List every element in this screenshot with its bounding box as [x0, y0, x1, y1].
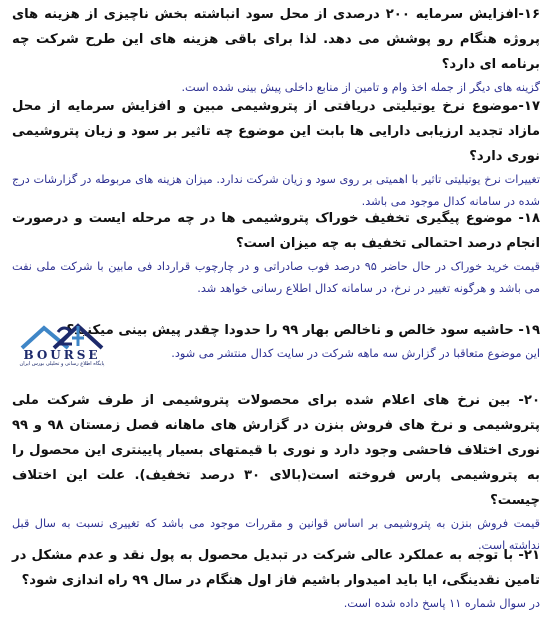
question-text: ۱۹- حاشیه سود خالص و ناخالص بهار ۹۹ را حدودا چقدر پیش بینی میکنید؟ [66, 323, 540, 338]
question-text: ۱۷-موضوع نرخ یوتیلیتی دریافتی از پتروشیمی مبین و افزایش سرمایه از محل مازاد تجدید ارزیابی دارایی ها بابت این موضوع چه تاثیر بر سود و زیان پتروشیمی نوری دارد؟ [12, 99, 540, 164]
question-text: ۱۶-افزایش سرمایه ۲۰۰ درصدی از محل سود انباشته بخش ناچیزی از هزینه های پروژه هنگام رو پوشش می دهد. لذا برای باقی هزینه های این طرح شرکت چه برنامه ای دارد؟ [12, 7, 540, 72]
question-text: ۲۱- با توجه به عملکرد عالی شرکت در تبدیل محصول به پول نقد و عدم مشکل در تامین نقدینگی، ایا باید امیدوار باشیم فاز اول هنگام در سال ۹۹ راه اندازی شود؟ [12, 548, 540, 588]
qa-item-18 [12, 206, 540, 300]
qa-item-21 [12, 543, 540, 615]
answer-text: قیمت فروش بنزن به پتروشیمی بر اساس قوانین و مقررات موجود می باشد که تغییری نسبت به سال قبل نداشته است. [12, 517, 540, 552]
bourse-24-logo-icon [14, 322, 110, 350]
answer-text: در سوال شماره ۱۱ پاسخ داده شده است. [343, 597, 540, 610]
question-text: ۲۰- بین نرخ های اعلام شده برای محصولات پتروشیمی از طرف شرکت ملی پتروشیمی و نرخ های فروش بنزن در گزارش های ماهانه فصل زمستان ۹۸ و ۹۹ نوری اختلاف فاحشی وجود دارد و نوری با قیمتهای بسیار پایینتری این محصول را به پتروشیمی پارس فروخته است(بالای ۳۰ درصد تخفیف). علت این اختلاف چیست؟ [12, 393, 540, 508]
question-text: ۱۸- موضوع پیگیری تخفیف خوراک پتروشیمی ها در چه مرحله ایست و درصورت انجام درصد احتمالی تخفیف به چه میزان است؟ [12, 211, 540, 251]
qa-item-20 [12, 388, 540, 557]
logo-tagline: پایگاه اطلاع رسانی و تحلیلی بورس ایران [19, 361, 105, 367]
answer-text: گزینه های دیگر از جمله اخذ وام و تامین از منابع داخلی پیش بینی شده است. [181, 81, 540, 94]
logo-word: BOURSE [23, 348, 101, 362]
bourse-logo [14, 322, 110, 368]
answer-text: این موضوع متعاقبا در گزارش سه ماهه شرکت در سایت کدال منتشر می شود. [171, 347, 540, 360]
qa-item-16 [12, 2, 540, 99]
answer-text: قیمت خرید خوراک در حال حاضر ۹۵ درصد فوب صادراتی و در چارچوب قرارداد فی مابین با شرکت ملی نفت می باشد و هرگونه تغییر در نرخ، در سامانه کدال اطلاع رسانی خواهد شد. [12, 260, 540, 295]
qa-item-17 [12, 94, 540, 213]
answer-text: تغییرات نرخ یوتیلیتی تاثیر با اهمیتی بر روی سود و زیان شرکت ندارد. میزان هزینه های مربوطه در گزارشات درج شده در سامانه کدال موجود می باشد. [12, 173, 540, 208]
